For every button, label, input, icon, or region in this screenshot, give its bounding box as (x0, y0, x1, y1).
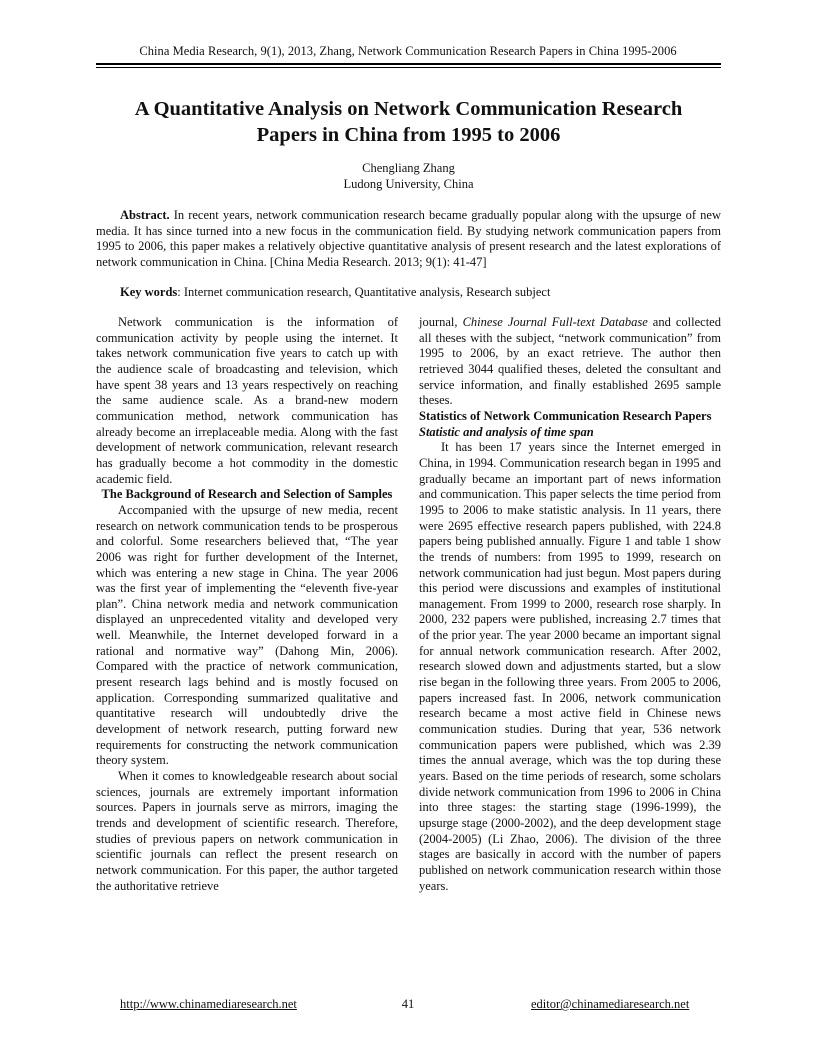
author-affiliation: Ludong University, China (343, 177, 474, 191)
continued-text-b: and collected all theses with the subject, “network communication” from 1995 to 2006, by an exact retrieve. The author then retrieved 3044 qualified theses, deleted the consultant and service information, and finally established 2695 sample theses. (419, 315, 721, 408)
subsection-heading-time-span: Statistic and analysis of time span (419, 424, 594, 439)
left-column (96, 315, 398, 894)
intro-paragraph: Network communication is the information of communication activity by people using the internet. It takes network communication five years to catch up with the audience scale of broadcasting and television, which have spent 38 years and 13 years respectively on reaching the same audience scale. As a brand-new modern communication method, network communication has already become an irreplaceable media. Along with the fast development of network communication, relevant research has gradually become a hot commodity in the domestic academic field. (96, 315, 398, 486)
abstract-label: Abstract. (120, 208, 170, 222)
section-heading-statistics: Statistics of Network Communication Research Papers (419, 408, 712, 423)
background-paragraph-1: Accompanied with the upsurge of new media, recent research on network communication tends to be prosperous and colorful. Some researchers believed that, “The year 2006 was right for further development of the Internet, which was entering a new stage in China. The year 2006 was the first year of implementing the “eleventh five-year plan”. China network media and network communication displayed an unprecedented vitality and developed very well. Meanwhile, the Internet developed forward in a rational and normative way” (Dahong Min, 2006). Compared with the practice of network communication, present research lags behind and is mostly focused on application. Corresponding summarized qualitative and quantitative research will undoubtedly drive the development of network research, putting forward new requirements for constructing the network communication theory system. (96, 502, 398, 768)
abstract-text: In recent years, network communication research became gradually popular along with the upsurge of new media. It has since turned into a new focus in the communication field. By studying network communication papers from 1995 to 2006, this paper makes a relatively objective quantitative analysis of present research and the latest explorations of network communication in China. [China Media Research. 2013; 9(1): 41-47] (96, 208, 721, 269)
paper-title-line-1: A Quantitative Analysis on Network Communication Research (134, 98, 683, 120)
header-rule (96, 63, 721, 65)
author-name: Chengliang Zhang (362, 161, 455, 175)
keywords-label: Key words (120, 285, 178, 299)
journal-name: Chinese Journal Full-text Database (462, 315, 648, 329)
keywords-text: : Internet communication research, Quantitative analysis, Research subject (177, 285, 551, 299)
footer-email-link[interactable]: editor@chinamediaresearch.net (531, 997, 690, 1011)
keywords (96, 285, 721, 301)
background-paragraph-2-continued (419, 315, 721, 409)
right-column (419, 315, 721, 894)
continued-text-a: journal, (419, 315, 463, 329)
section-heading-background: The Background of Research and Selection of Samples (101, 487, 393, 502)
abstract (96, 208, 721, 270)
paper-title-line-2: Papers in China from 1995 to 2006 (256, 124, 561, 146)
background-paragraph-2: When it comes to knowledgeable research about social sciences, journals are extremely important information sources. Papers in journals serve as mirrors, imaging the trends and development of scientific research. Therefore, studies of previous papers on network communication in scientific journals can reflect the present research on network communication. For this paper, the author targeted the authoritative retrieve (96, 769, 398, 893)
footer-website-link[interactable]: http://www.chinamediaresearch.net (120, 997, 297, 1011)
page-number: 41 (401, 997, 415, 1011)
header-rule-thin (96, 67, 721, 68)
paper-title (96, 96, 721, 148)
time-span-paragraph: It has been 17 years since the Internet emerged in China, in 1994. Communication research began in 1995 and gradually became an important part of news information and communication. This paper selects the time period from 1995 to 2006 to make statistic analysis. In 11 years, there were 2695 effective research papers published, with 224.8 papers being published annually. Figure 1 and table 1 show the trends of numbers: from 1995 to 1999, research on network communication had just begun. Most papers during this period were discussions and examples of institutional management. From 1999 to 2000, research rose sharply. In 2000, 232 papers were published, increasing 2.7 times that of the prior year. The year 2000 became an important signal for annual network communication research. After 2002, research slowed down and adjustments started, but a slow rise began in the following three years. From 2005 to 2006, papers increased fast. In 2006, network communication research became a most active field in Chinese news communication studies. During that year, 536 network communication papers were published, which was 2.39 times the annual average, which was the top during these years. Based on the time periods of research, some scholars divide network communication from 1996 to 2006 in China into three stages: the starting stage (1996-1999), the upsurge stage (2000-2002), and the deep development stage (2004-2005) (Li Zhao, 2006). The division of the three stages are basically in accord with the number of papers published on network communication research within those years. (419, 440, 721, 893)
running-header: China Media Research, 9(1), 2013, Zhang, Network Communication Research Papers in China 1995-2006 (139, 44, 677, 58)
